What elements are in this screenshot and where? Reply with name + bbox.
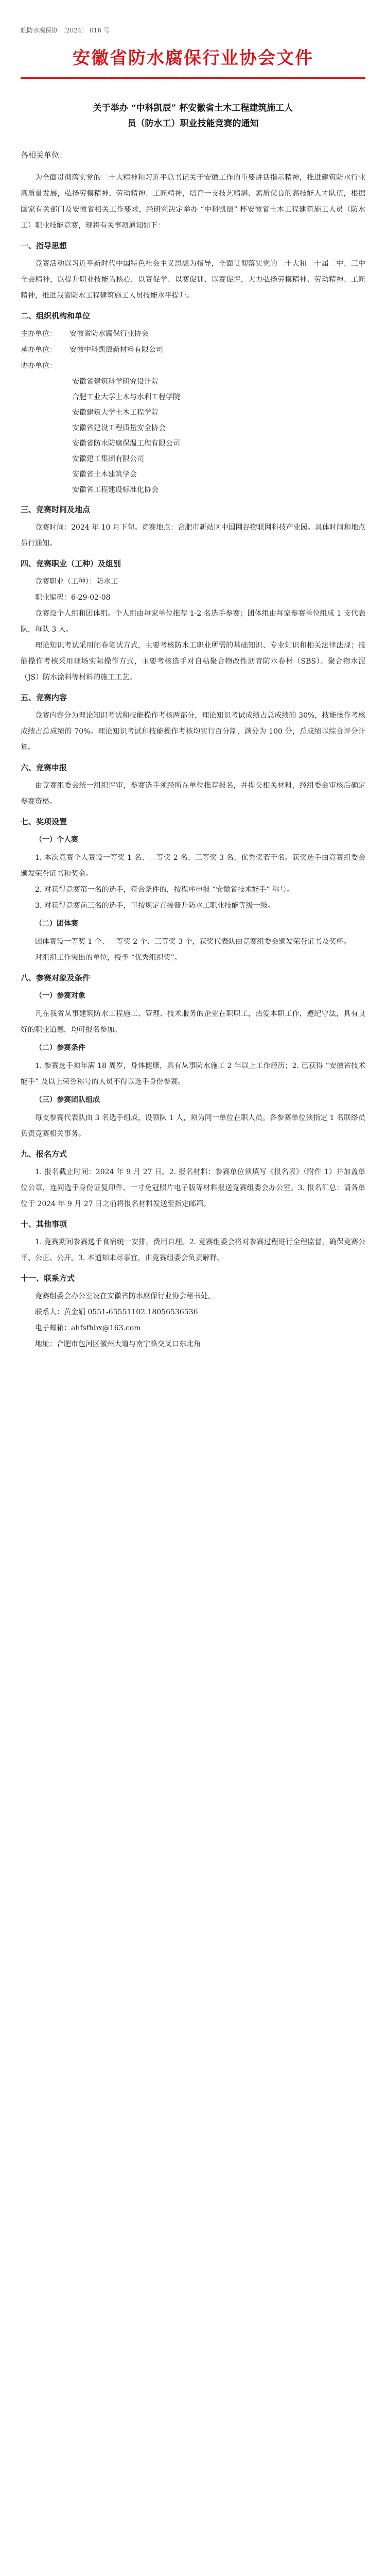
org-undertake-row (21, 342, 365, 358)
section-5-title: 五、竞赛内容 (21, 693, 67, 702)
section-9-text: 1. 报名截止时间：2024 年 9 月 27 日。2. 报名材料：参赛单位须填写《报名表》（附件 1）并加盖单位公章，连同选手身份证复印件、一寸免冠照片电子版等材料报送竞赛组委会办公室。3. 报名汇总：请各单位于 2024 年 9 月 27 日之前将报名材料发送至指定邮箱。 (21, 1168, 365, 1208)
section-7-a3: 3. 对获得竞赛前三名的选手，可按规定直接晋升防水工职业技能等级一级。 (35, 902, 275, 910)
section-1-text: 竞赛活动以习近平新时代中国特色社会主义思想为指导，全面贯彻落实党的二十大和二十届二中、三中全会精神，以提升职业技能为核心，以赛促学、以赛促训、以赛促评，大力弘扬劳模精神、劳动精神、工匠精神，推进我省防水工程建筑施工人员技能水平提升。 (21, 260, 365, 300)
section-11-text: 竞赛组委会办公室设在安徽省防水腐保行业协会秘书处。 (35, 1292, 215, 1300)
list-item: 安徽省防水防腐保温工程有限公司 (72, 439, 180, 448)
section-10-title: 十、其他事项 (21, 1219, 67, 1229)
section-8-title: 八、参赛对象及条件 (21, 973, 91, 982)
header-divider (21, 77, 365, 79)
section-4-code: 职业编码：6-29-02-08 (35, 594, 111, 602)
list-item: 安徽省建筑科学研究设计院 (72, 378, 159, 386)
document-number: 皖防水腐保协 〔2024〕 016 号 (21, 27, 110, 34)
section-8-c-text: 每支参赛代表队由 3 名选手组成，设领队 1 人，须为同一单位在职人员。各参赛单位须指定 1 名联络员负责竞赛相关事务。 (21, 1114, 365, 1138)
contact-address: 地址：合肥市包河区徽州大道与南宁路交叉口东北角 (35, 1340, 201, 1348)
list-item: 安徽省建设工程质量安全协会 (72, 424, 166, 432)
section-6-title: 六、竞赛申报 (21, 763, 67, 772)
org-support-label: 协办单位： (21, 362, 57, 370)
org-undertake: 安徽中科凯辰新材料有限公司 (69, 346, 163, 354)
contact-email: 电子邮箱：ahfsfhbx@163.com (35, 1324, 141, 1332)
org-support-row (21, 358, 365, 374)
salutation: 各相关单位： (21, 150, 67, 160)
contact-name: 联系人：黄金娟 0551-65551102 18056536536 (35, 1308, 198, 1316)
document-header: 安徽省防水腐保行业协会文件 (73, 48, 313, 69)
section-7-title: 七、奖项设置 (21, 817, 67, 826)
section-5-text: 竞赛内容分为理论知识考试和技能操作考核两部分，理论知识考试成绩占总成绩的 30%，技能操作考核成绩占总成绩的 70%。理论知识考试和技能操作考核均实行百分制，满分为 100 分，总成绩以综合评分计算。 (21, 711, 365, 752)
org-host-label: 主办单位： (21, 330, 57, 338)
section-7-sub-a: （一）个人赛 (35, 836, 78, 844)
section-3-title: 三、竞赛时间及地点 (21, 505, 91, 514)
org-host-row (21, 326, 365, 342)
section-4-text: 竞赛设个人组和团体组。个人组由每家单位推荐 1-2 名选手参赛；团体组由每家参赛单位组成 1 支代表队，每队 3 人。 (21, 609, 365, 634)
section-8-sub-c: （三）参赛团队组成 (35, 1096, 100, 1104)
section-8-a-text: 凡在我省从事建筑防水工程施工、管理、技术服务的企业在职职工，热爱本职工作，遵纪守法，具有良好的职业道德，均可报名参加。 (21, 1010, 365, 1034)
section-4-title: 四、竞赛职业（工种）及组别 (21, 559, 121, 568)
org-support-list (21, 374, 365, 498)
section-7-b1: 团体赛设一等奖 1 个、二等奖 2 个、三等奖 3 个，获奖代表队由竞赛组委会颁发荣誉证书及奖杯。 (35, 938, 351, 946)
section-1-title: 一、指导思想 (21, 241, 67, 250)
section-11-title: 十一、联系方式 (21, 1274, 75, 1283)
section-3-text: 竞赛时间：2024 年 10 月下旬。竞赛地点：合肥市新站区中国网谷物联网科技产业园。具体时间和地点另行通知。 (21, 523, 365, 548)
list-item: 安徽建工集团有限公司 (72, 455, 144, 463)
org-undertake-label: 承办单位： (21, 346, 57, 354)
list-item: 安徽省工程建设标准化协会 (72, 486, 159, 494)
section-2-title: 二、组织机构和单位 (21, 311, 91, 320)
section-4-material: 理论知识考试采用闭卷笔试方式，主要考核防水工职业所需的基础知识、专业知识和相关法律法规；技能操作考核采用现场实际操作方式，主要考核选手对自粘聚合物改性沥青防水卷材（SBS）、聚合物水泥（JS）防水涂料等材料的施工工艺。 (21, 641, 365, 682)
section-8-b-text: 1. 参赛选手须年满 18 周岁，身体健康，具有从事防水施工 2 年以上工作经历；2. 已获得 “安徽省技术能手” 及以上荣誉称号的人员不得以选手身份参赛。 (21, 1062, 365, 1086)
document-title (57, 100, 329, 131)
section-4-profession: 竞赛职业（工种）：防水工 (35, 578, 118, 586)
section-9-title: 九、报名方式 (21, 1149, 67, 1159)
intro-paragraph: 为全面贯彻落实党的二十大精神和习近平总书记关于安徽工作的重要讲话指示精神，推进建筑防水行业高质量发展，弘扬劳模精神、劳动精神、工匠精神，培育一支技艺精湛、素质优良的高技能人才队伍，根据国家有关部门及安徽省相关工作要求，经研究决定举办 “中科凯辰” 杯安徽省土木工程建筑施工人员（防水工）职业技能竞赛，现将有关事项通知如下： (21, 174, 365, 230)
title-line-1: 关于举办 “中科凯辰” 杯安徽省土木工程建筑施工人 (93, 103, 293, 113)
org-host: 安徽省防水腐保行业协会 (69, 330, 149, 338)
section-7-sub-b: （二）团体赛 (35, 920, 78, 928)
intro-section (21, 170, 365, 1352)
section-7-b2: 对组织工作突出的单位，授予 “优秀组织奖”。 (35, 954, 182, 962)
section-7-a1: 1. 本次竞赛个人赛设一等奖 1 名、二等奖 2 名、三等奖 3 名、优秀奖若干名。获奖选手由竞赛组委会颁发荣誉证书和奖金。 (21, 854, 365, 878)
list-item: 安徽省土木建筑学会 (72, 470, 137, 479)
section-8-sub-b: （二）参赛条件 (35, 1044, 85, 1052)
list-item: 安徽建筑大学土木工程学院 (72, 409, 159, 417)
section-10-text: 1. 竞赛期间参赛选手食宿统一安排，费用自理。2. 竞赛组委会将对参赛过程进行全程监督，确保竞赛公平、公正、公开。3. 本通知未尽事宜，由竞赛组委会负责解释。 (21, 1238, 365, 1262)
section-8-sub-a: （一）参赛对象 (35, 992, 85, 1000)
list-item: 合肥工业大学土木与水利工程学院 (72, 393, 180, 401)
title-line-2: 员（防水工）职业技能竞赛的通知 (127, 118, 259, 129)
section-7-a2: 2. 对获得竞赛第一名的选手，符合条件的，按程序申报 “安徽省技术能手” 称号。 (35, 886, 294, 894)
section-6-text: 由竞赛组委会统一组织评审，参赛选手须经所在单位推荐报名，并提交相关材料，经组委会审核后确定参赛资格。 (21, 782, 365, 806)
